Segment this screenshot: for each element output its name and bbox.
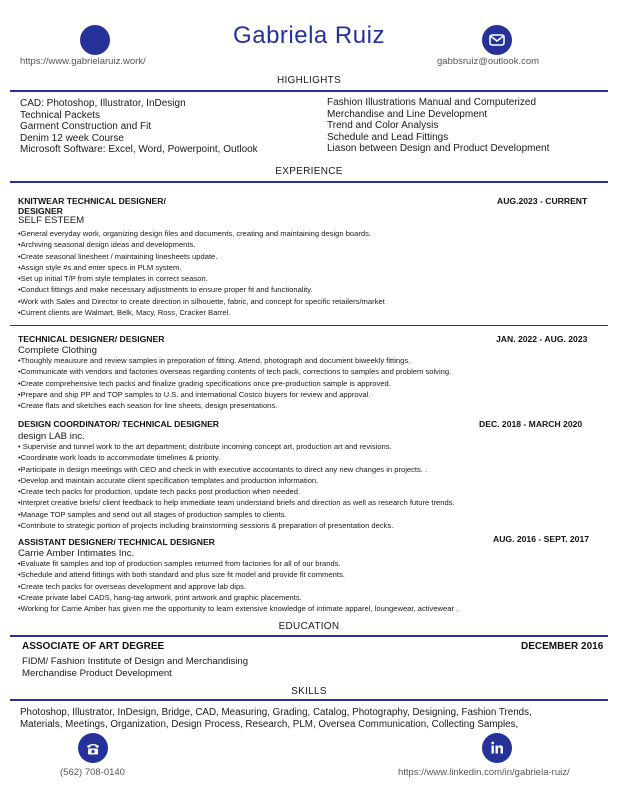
skills-divider xyxy=(10,699,608,701)
list-item: •Working for Carrie Amber has given me the opportunity to learn extensive knowledge of intimate apparel, loungewear, activewear . xyxy=(18,604,459,613)
envelope-icon xyxy=(482,25,512,55)
highlight-item: Microsoft Software: Excel, Word, Powerpoint, Outlook xyxy=(20,144,258,156)
list-item: •Create tech packs for production, update tech packs post production when needed. xyxy=(18,487,301,496)
highlights-heading: HIGHLIGHTS xyxy=(276,75,342,86)
linkedin-link[interactable]: https://www.linkedin.com/in/gabriela-ruiz/ xyxy=(398,767,570,778)
list-item: •Set up initial T/P from style templates in correct season. xyxy=(18,274,208,283)
list-item: •Create tech packs for overseas development and approve lab dips. xyxy=(18,581,247,591)
experience-heading: EXPERIENCE xyxy=(275,166,343,177)
list-item: •Current clients are Walmart, Belk, Macy, Ross, Cracker Barrel. xyxy=(18,307,231,317)
list-item: •Create seasonal linesheet / maintaining linesheets update. xyxy=(18,251,218,261)
list-item: •Participate in design meetings with CEO and check in with executive accountants to direct any new changes in projects. . xyxy=(18,464,428,474)
degree-date: DECEMBER 2016 xyxy=(521,641,604,652)
resume-name: Gabriela Ruiz xyxy=(233,22,385,49)
list-item: •Interpret creative briefs/ client feedback to help immediate team understand briefs and direction as well as research future trends. xyxy=(18,498,455,508)
list-item: •Conduct fittings and make necessary adjustments to ensure proper fit and functionality. xyxy=(18,285,313,295)
skills-line: Photoshop, Illustrator, InDesign, Bridge, CAD, Measuring, Grading, Catalog, Photography, Designing, Fashion Trends, xyxy=(20,707,532,718)
job-title-line: DESIGNER xyxy=(18,206,63,216)
job-date: AUG.2023 - CURRENT xyxy=(497,196,588,206)
job-bullets xyxy=(18,441,455,531)
degree-title: ASSOCIATE OF ART DEGREE xyxy=(22,641,165,652)
job-title: ASSISTANT DESIGNER/ TECHNICAL DESIGNER xyxy=(18,537,215,547)
list-item: •Manage TOP samples and send out all stages of production samples to clients. xyxy=(18,509,287,519)
job-date: AUG. 2016 - SEPT. 2017 xyxy=(493,534,590,544)
highlights-divider xyxy=(10,90,608,92)
linkedin-icon xyxy=(482,733,512,763)
skills-line: Materials, Meetings, Organization, Design Process, Research, PLM, Oversea Communication, Collecting Samples, xyxy=(20,719,519,730)
skills-list xyxy=(20,707,532,731)
list-item: •Thoughly meausure and review samples in preporation of fitting. Attend, photograph and document biweekly fittings. xyxy=(18,356,411,365)
highlight-item: Schedule and Lead Fittings xyxy=(327,131,449,143)
highlights-right-list xyxy=(327,97,549,155)
highlight-item: Garment Construction and Fit xyxy=(20,121,152,133)
list-item: •Communicate with vendors and factories overseas regarding contents of tech pack, corrections to samples and problem solving. xyxy=(18,367,452,377)
highlight-item: Technical Packets xyxy=(20,109,101,121)
job-date: DEC. 2018 - MARCH 2020 xyxy=(479,419,583,429)
list-item: •Archiving seasonal design ideas and developments. xyxy=(18,240,196,250)
job-bullets xyxy=(18,558,458,614)
company-name: SELF ESTEEM xyxy=(18,215,85,226)
company-name: design LAB inc. xyxy=(18,431,85,442)
highlight-item: Merchandise and Line Development xyxy=(327,108,488,120)
list-item: •Prepare and ship PP and TOP samples to U.S. and international Costco buyers for review and approval. xyxy=(18,389,371,399)
list-item: •General everyday work, organizing design files and documents, creating and maintaining design boards. xyxy=(18,229,372,238)
list-item: •Create private label CADS, hang-tag artwork, print artwork and graphic placements. xyxy=(18,592,302,602)
list-item: •Develop and maintain accurate client specification templates and production information. xyxy=(18,475,319,485)
job-divider xyxy=(10,325,608,326)
experience-divider xyxy=(10,181,608,183)
company-name: Complete Clothing xyxy=(18,345,97,356)
education-heading: EDUCATION xyxy=(278,621,340,632)
highlight-item: CAD: Photoshop, Illustrator, InDesign xyxy=(20,98,186,109)
list-item: • Supervise and tunnel work to the art department; distribute incoming concept art, production art and revisions. xyxy=(18,442,392,451)
list-item: •Assign style #s and enter specs in PLM system. xyxy=(18,262,182,272)
program-name: Merchandise Product Development xyxy=(22,668,172,679)
email-link[interactable]: gabbsruiz@outlook.com xyxy=(437,56,540,67)
education-divider xyxy=(10,635,608,637)
website-link[interactable]: https://www.gabrielaruiz.work/ xyxy=(20,56,146,67)
list-item: •Coordinate work loads to accommodate timelines & priority. xyxy=(18,453,221,463)
list-item: •Schedule and attend fittings with both standard and plus size fit model and provide fit comments. xyxy=(18,570,345,580)
list-item: •Contribute to strategic portion of projects including brainstorming sessions & preparation of presentation decks. xyxy=(18,520,394,530)
job-title xyxy=(18,196,166,216)
job-bullets xyxy=(18,355,451,411)
job-title: TECHNICAL DESIGNER/ DESIGNER xyxy=(18,334,165,344)
school-name: FIDM/ Fashion Institute of Design and Merchandising xyxy=(22,656,249,667)
job-title: DESIGN COORDINATOR/ TECHNICAL DESIGNER xyxy=(18,419,220,429)
highlight-item: Fashion Illustrations Manual and Computerized xyxy=(327,97,536,108)
list-item: •Evaluate fit samples and top of production samples returned from factories for all of our brands. xyxy=(18,559,341,568)
highlight-item: Trend and Color Analysis xyxy=(327,120,439,132)
phone-number[interactable]: (562) 708-0140 xyxy=(60,767,125,778)
list-item: •Create comprehensive tech packs and finalize grading specifications once pre-production sample is approved. xyxy=(18,378,391,388)
job-bullets xyxy=(18,228,385,318)
skills-heading: SKILLS xyxy=(291,686,327,697)
job-title-line: KNITWEAR TECHNICAL DESIGNER/ xyxy=(18,196,166,206)
phone-icon xyxy=(78,733,108,763)
job-date: JAN. 2022 - AUG. 2023 xyxy=(496,334,588,344)
list-item: •Work with Sales and Director to create direction in silhouette, fabric, and concept for specific retailers/market xyxy=(18,296,385,306)
highlight-item: Denim 12 week Course xyxy=(20,132,124,144)
highlight-item: Liason between Design and Product Development xyxy=(327,143,550,155)
highlights-left-list xyxy=(20,98,258,156)
company-name: Carrie Amber Intimates Inc. xyxy=(18,548,135,559)
list-item: •Create flats and sketches each season for line sheets, design presentations. xyxy=(18,401,278,410)
